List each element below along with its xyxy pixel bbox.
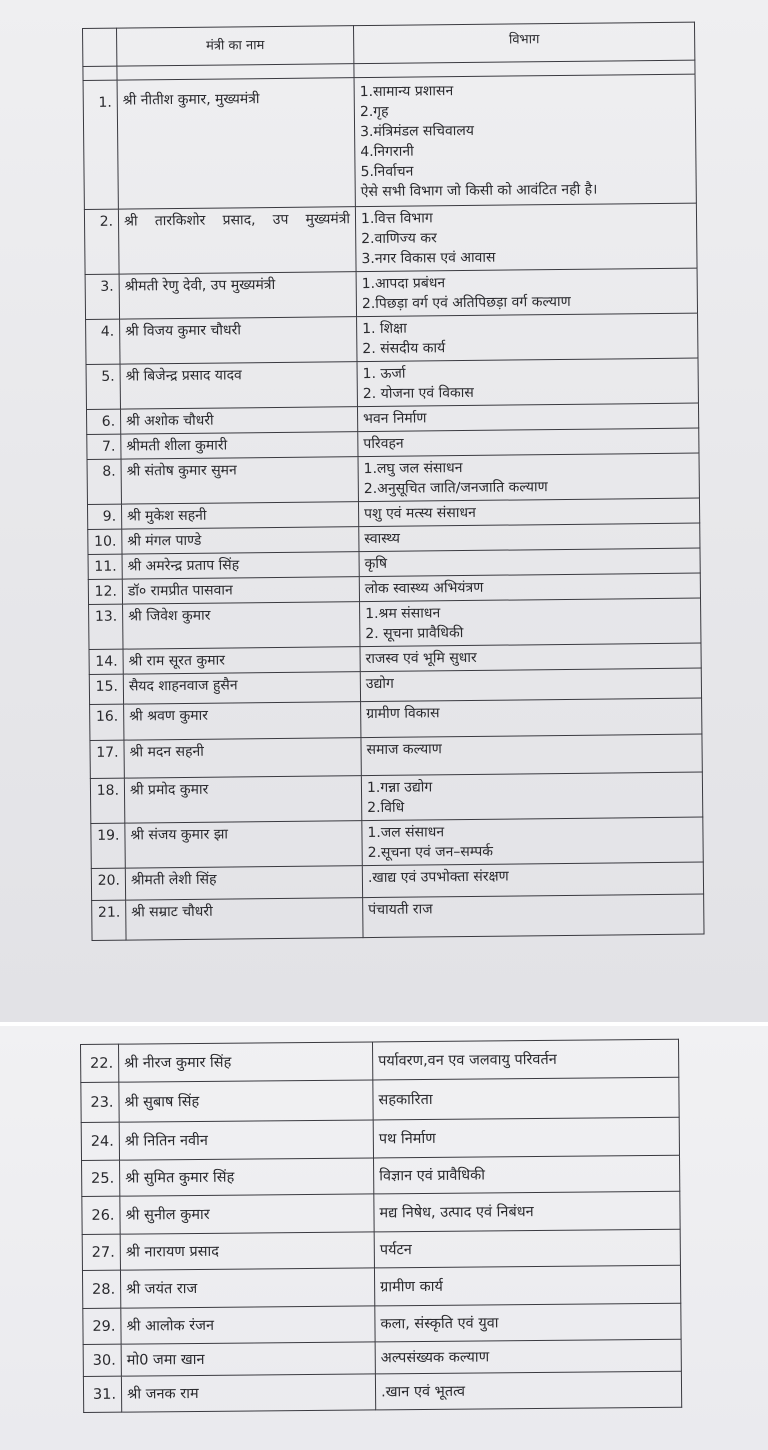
ministers-table-continued (80, 1039, 682, 1413)
serial-number: 8. (87, 459, 121, 504)
department-item: 1.सामान्य प्रशासन (359, 83, 454, 101)
department-name: विज्ञान एवं प्रावैधिकी (374, 1155, 680, 1194)
department-item: 3.मंत्रिमंडल सचिवालय (360, 122, 475, 141)
serial-number: 11. (88, 554, 122, 579)
department-item: समाज कल्याण (366, 741, 442, 759)
department-name: .खान एवं भूतत्व (375, 1371, 681, 1410)
serial-number: 13. (89, 604, 123, 649)
department-item: कृषि (364, 555, 388, 573)
serial-number: 28. (82, 1270, 120, 1308)
department-item: उद्योग (365, 675, 394, 693)
serial-number: 24. (81, 1122, 119, 1160)
minister-name: श्री नीतीश कुमार, मुख्यमंत्री (117, 78, 355, 209)
header-name-cell: मंत्री का नाम (117, 26, 354, 66)
serial-number: 10. (88, 529, 122, 554)
minister-name: श्रीमती लेशी सिंह (125, 866, 362, 900)
minister-name: श्री जनक राम (121, 1374, 375, 1412)
minister-name: श्री सुनील कुमार (120, 1194, 374, 1234)
minister-name: सैयद शाहनवाज हुसैन (123, 672, 360, 704)
department-list (361, 698, 702, 738)
serial-number: 5. (86, 364, 120, 409)
minister-name: श्री विजय कुमार चौधरी (120, 317, 357, 364)
minister-row (90, 772, 702, 823)
minister-row (83, 1371, 681, 1412)
header-number-cell (83, 28, 117, 66)
department-item: 2.पिछड़ा वर्ग एवं अतिपिछड़ा वर्ग कल्याण (361, 293, 571, 313)
minister-row (83, 1303, 681, 1344)
department-item: 2. योजना एवं विकास (362, 384, 474, 403)
serial-number: 18. (90, 778, 124, 823)
minister-row (82, 1265, 680, 1308)
department-list (356, 268, 697, 317)
minister-row (92, 894, 704, 940)
minister-name: श्री अमरेन्द्र प्रताप सिंह (122, 552, 359, 579)
minister-name: श्री नीरज कुमार सिंह (119, 1042, 373, 1082)
serial-number: 9. (87, 504, 121, 529)
minister-name: श्री राम सूरत कुमार (123, 647, 360, 674)
department-list (357, 313, 698, 362)
minister-name: श्री सम्राट चौधरी (126, 898, 363, 940)
minister-name: श्री मदन सहनी (124, 738, 361, 778)
minister-name: श्री नितिन नवीन (119, 1120, 373, 1160)
department-list (358, 428, 699, 457)
document-page-2 (0, 1026, 768, 1450)
minister-name: श्री जिवेश कुमार (123, 602, 360, 649)
department-item: पशु एवं मत्स्य संसाधन (364, 504, 476, 523)
serial-number: 15. (89, 674, 123, 704)
department-item: 5.निर्वाचन (360, 163, 414, 181)
minister-row (85, 268, 697, 319)
serial-number: 6. (86, 409, 120, 434)
department-item: 1.जल संसाधन (367, 824, 445, 842)
minister-name: श्री आलोक रंजन (121, 1306, 375, 1344)
department-list (359, 523, 700, 552)
minister-name: श्री संजय कुमार झा (125, 821, 362, 868)
department-item: 1.श्रम संसाधन (365, 605, 441, 623)
department-item: 2.सूचना एवं जन–सम्पर्क (367, 843, 494, 862)
ministers-table (82, 22, 705, 941)
department-item: 1. ऊर्जा (362, 365, 406, 383)
department-list (361, 734, 702, 776)
department-item: 1. शिक्षा (362, 320, 407, 338)
minister-name: श्री श्रवण कुमार (124, 702, 361, 740)
minister-name: श्री जयंत राज (120, 1268, 374, 1308)
department-list (357, 403, 698, 432)
department-list (358, 498, 699, 527)
minister-name: श्री सुमित कुमार सिंह (120, 1158, 374, 1196)
department-name: मद्य निषेध, उत्पाद एवं निबंधन (374, 1191, 680, 1232)
department-item: लोक स्वास्थ्य अभियंत्रण (364, 579, 484, 598)
department-name: कला, संस्कृति एवं युवा (375, 1303, 681, 1342)
minister-row (86, 358, 698, 409)
serial-number: 3. (85, 274, 119, 319)
department-item: ऐसे सभी विभाग जो किसी को आवंटित नही है। (360, 181, 598, 201)
minister-name: श्रीमती रेणु देवी, उप मुख्यमंत्री (119, 272, 356, 319)
department-name: अल्पसंख्यक कल्याण (375, 1339, 681, 1374)
minister-row (90, 734, 702, 778)
department-name: पर्यटन (374, 1229, 680, 1268)
minister-row (87, 453, 699, 504)
department-list (360, 668, 701, 702)
serial-number: 19. (91, 823, 125, 868)
department-list (360, 643, 701, 672)
department-item: 1.लघु जल संसाधन (363, 460, 463, 478)
serial-number: 31. (83, 1376, 121, 1412)
serial-number: 30. (83, 1344, 121, 1376)
minister-name: श्री तारकिशोर प्रसाद, उप मुख्यमंत्री (118, 207, 356, 274)
minister-row (84, 203, 697, 274)
department-item: ग्रामीण विकास (366, 705, 440, 723)
serial-number: 26. (82, 1196, 120, 1234)
department-item: स्वास्थ्य (364, 530, 400, 548)
department-list (362, 817, 703, 866)
department-list (361, 772, 702, 821)
minister-name: श्री अशोक चौधरी (120, 407, 357, 434)
minister-row (81, 1039, 679, 1082)
department-item: 2.वाणिज्य कर (361, 230, 437, 248)
header-row (83, 22, 695, 66)
department-item: पंचायती राज (368, 901, 433, 919)
serial-number: 29. (83, 1308, 121, 1344)
department-item: .खाद्य एवं उपभोक्ता संरक्षण (367, 868, 509, 887)
minister-name: श्री संतोष कुमार सुमन (121, 457, 358, 504)
department-list (362, 862, 703, 898)
serial-number: 7. (87, 434, 121, 459)
minister-name: श्री बिजेन्द्र प्रसाद यादव (120, 362, 357, 409)
department-list (358, 453, 699, 502)
department-list (360, 598, 701, 647)
department-name: पथ निर्माण (373, 1117, 679, 1158)
department-item: 2.गृह (359, 103, 389, 121)
serial-number: 4. (86, 319, 120, 364)
department-name: पर्यावरण,वन एव जलवायु परिवर्तन (372, 1039, 678, 1080)
serial-number: 14. (89, 649, 123, 674)
department-item: परिवहन (363, 435, 404, 453)
serial-number: 17. (90, 740, 124, 778)
department-item: 4.निगरानी (360, 143, 414, 161)
minister-name: श्री मंगल पाण्डे (122, 527, 359, 554)
minister-name: मो0 जमा खान (121, 1342, 375, 1376)
department-item: 2.अनुसूचित जाति/जनजाति कल्याण (363, 479, 548, 498)
serial-number: 1. (83, 80, 118, 209)
department-item: 2.विधि (367, 799, 405, 817)
minister-name: श्री नारायण प्रसाद (120, 1232, 374, 1270)
department-list (354, 74, 696, 207)
spacer-cell (83, 66, 117, 80)
department-list (357, 358, 698, 407)
serial-number: 2. (84, 209, 119, 274)
minister-row (82, 1191, 680, 1234)
minister-row (81, 1117, 679, 1160)
minister-row (81, 1077, 679, 1122)
department-name: ग्रामीण कार्य (374, 1265, 680, 1306)
department-item: 2. सूचना प्रावैधिकी (365, 625, 464, 643)
department-list (355, 203, 697, 272)
header-dept-cell: विभाग (353, 22, 694, 64)
minister-row (83, 1339, 681, 1376)
minister-row (82, 1155, 680, 1196)
serial-number: 16. (90, 704, 124, 740)
minister-row (89, 598, 701, 649)
serial-number: 27. (82, 1234, 120, 1270)
serial-number: 20. (91, 868, 125, 900)
minister-name: श्री प्रमोद कुमार (124, 776, 361, 823)
serial-number: 22. (81, 1044, 119, 1082)
minister-name: डॉ० रामप्रीत पासवान (122, 577, 359, 604)
department-item: 1.आपदा प्रबंधन (361, 275, 446, 293)
department-item: 2. संसदीय कार्य (362, 340, 446, 358)
minister-row (83, 74, 696, 209)
department-item: 3.नगर विकास एवं आवास (361, 249, 496, 268)
serial-number: 21. (92, 900, 126, 940)
department-list (359, 573, 700, 602)
minister-name: श्री मुकेश सहनी (121, 502, 358, 529)
department-name: सहकारिता (373, 1077, 679, 1120)
minister-row (82, 1229, 680, 1270)
serial-number: 23. (81, 1082, 119, 1122)
serial-number: 12. (88, 579, 122, 604)
department-item: 1.वित्त विभाग (360, 210, 433, 228)
department-list (363, 894, 704, 938)
department-item: 1.गन्ना उद्योग (366, 779, 433, 797)
minister-name: श्री सुबाष सिंह (119, 1080, 373, 1122)
serial-number: 25. (82, 1160, 120, 1196)
department-item: भवन निर्माण (363, 410, 427, 428)
minister-row (86, 313, 698, 364)
minister-row (91, 817, 703, 868)
department-list (359, 548, 700, 577)
department-item: राजस्व एवं भूमि सुधार (365, 649, 477, 668)
minister-name: श्रीमती शीला कुमारी (121, 432, 358, 459)
